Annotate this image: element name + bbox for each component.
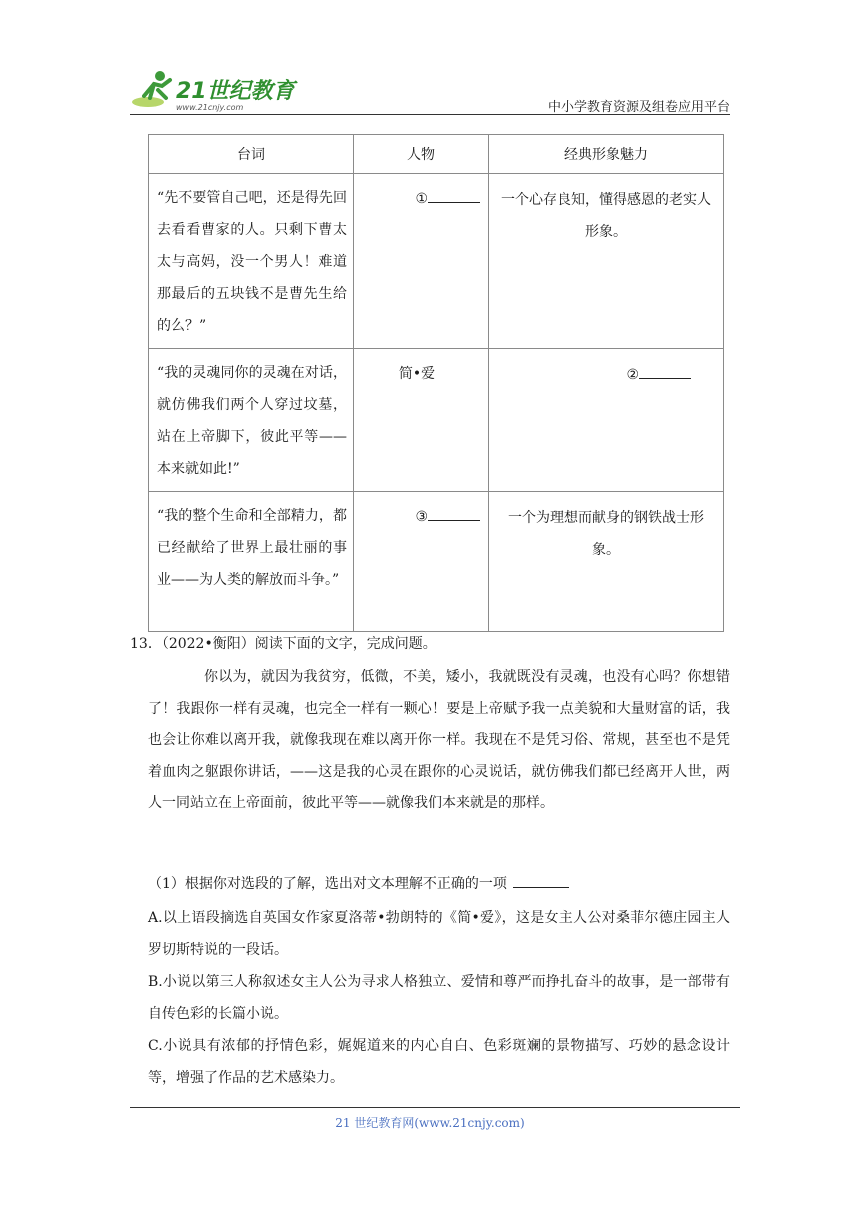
site-logo bbox=[130, 68, 300, 114]
table-row bbox=[149, 492, 724, 632]
page-header bbox=[130, 62, 730, 114]
footer-text[interactable]: 21 世纪教育网(www.21cnjy.com) bbox=[335, 1116, 525, 1130]
option-b: B.小说以第三人称叙述女主人公为寻求人格独立、爱情和尊严而挣扎奋斗的故事，是一部带有自传色彩的长篇小说。 bbox=[148, 974, 730, 1022]
answer-blank[interactable] bbox=[639, 364, 691, 379]
option-a: A.以上语段摘选自英国女作家夏洛蒂•勃朗特的《简•爱》，这是女主人公对桑菲尔德庄园主人罗切斯特说的一段话。 bbox=[148, 910, 730, 958]
role-cell bbox=[354, 174, 489, 349]
table-header-cell: 人物 bbox=[354, 135, 489, 174]
quote-cell: “先不要管自己吧，还是得先回去看看曹家的人。只剩下曹太太与高妈，没一个男人！难道那最后的五块钱不是曹先生给的么？” bbox=[149, 174, 354, 349]
blank-marker: ③ bbox=[415, 509, 428, 525]
header-divider bbox=[130, 114, 730, 115]
table-header-cell: 台词 bbox=[149, 135, 354, 174]
quote-cell: “我的灵魂同你的灵魂在对话，就仿佛我们两个人穿过坟墓，站在上帝脚下，彼此平等——本来就如此!” bbox=[149, 349, 354, 492]
table-row bbox=[149, 349, 724, 492]
platform-name: 中小学教育资源及组卷应用平台 bbox=[547, 100, 730, 115]
table-header-cell: 经典形象魅力 bbox=[489, 135, 724, 174]
answer-blank[interactable] bbox=[513, 873, 569, 888]
blank-marker: ① bbox=[415, 191, 428, 207]
desc-cell: 一个心存良知，懂得感恩的老实人形象。 bbox=[489, 174, 724, 349]
svg-text:www.21cnjy.com: www.21cnjy.com bbox=[176, 103, 244, 112]
reading-passage: 你以为，就因为我贫穷，低微，不美，矮小，我就既没有灵魂，也没有心吗？你想错了！我跟你一样有灵魂，也完全一样有一颗心！要是上帝赋予我一点美貌和大量财富的话，我也会让你难以离开我，就像我现在难以离开你一样。我现在不是凭习俗、常规，甚至也不是凭着血肉之躯跟你讲话，——这是我的心灵在跟你的心灵说话，就仿佛我们都已经离开人世，两人一同站立在上帝面前，彼此平等——就像我们本来就是的那样。 bbox=[148, 669, 730, 811]
footer-divider bbox=[130, 1107, 740, 1108]
svg-text:21世纪教育: 21世纪教育 bbox=[176, 79, 295, 104]
sub-question bbox=[148, 868, 730, 900]
blank-marker: ② bbox=[626, 367, 639, 383]
role-cell: 简•爱 bbox=[354, 349, 489, 492]
role-cell bbox=[354, 492, 489, 632]
desc-cell: 一个为理想而献身的钢铁战士形象。 bbox=[489, 492, 724, 632]
answer-blank[interactable] bbox=[428, 188, 480, 203]
option-c: C.小说具有浓郁的抒情色彩，娓娓道来的内心自白、色彩斑斓的景物描写、巧妙的悬念设计等，增强了作品的艺术感染力。 bbox=[148, 1038, 730, 1086]
table-header-row bbox=[149, 135, 724, 174]
desc-cell bbox=[489, 349, 724, 492]
quote-table bbox=[148, 134, 724, 632]
quote-cell: “我的整个生命和全部精力，都已经献给了世界上最壮丽的事业——为人类的解放而斗争。” bbox=[149, 492, 354, 632]
table-row bbox=[149, 174, 724, 349]
sub-question-text: （1）根据你对选段的了解，选出对文本理解不正确的一项 bbox=[148, 876, 507, 892]
answer-blank[interactable] bbox=[428, 506, 480, 521]
question-title: 13．（2022•衡阳）阅读下面的文字，完成问题。 bbox=[130, 636, 437, 652]
